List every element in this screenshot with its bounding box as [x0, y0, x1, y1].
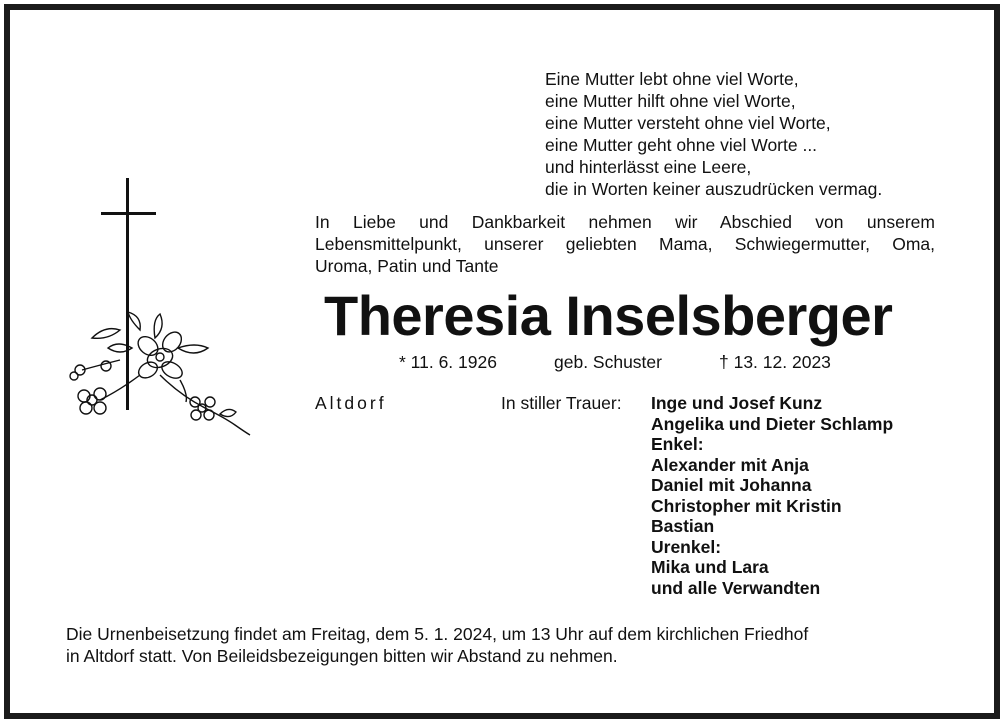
- mourner: Daniel mit Johanna: [651, 475, 812, 495]
- mourner: und alle Verwandten: [651, 577, 821, 598]
- mourner: Inge und Josef Kunz: [651, 393, 823, 413]
- mourning-label: In stiller Trauer:: [501, 393, 622, 413]
- poem: [545, 68, 882, 200]
- intro-text: [315, 211, 935, 277]
- footer-line: in Altdorf statt. Von Beileidsbezeigungen bitten wir Abstand zu nehmen.: [66, 646, 618, 666]
- footer-line: Die Urnenbeisetzung findet am Freitag, dem 5. 1. 2024, um 13 Uhr auf dem kirchlichen Friedhof: [66, 624, 809, 644]
- poem-line: und hinterlässt eine Leere,: [545, 157, 752, 177]
- maiden-name: geb. Schuster: [554, 352, 662, 372]
- intro-line: In Liebe und Dankbarkeit nehmen wir Abschied von unserem: [315, 212, 935, 232]
- poem-line: eine Mutter hilft ohne viel Worte,: [545, 91, 796, 111]
- poem-line: die in Worten keiner auszudrücken vermag.: [545, 179, 883, 199]
- funeral-notice: [66, 623, 808, 667]
- birth-date: * 11. 6. 1926: [399, 352, 497, 372]
- poem-line: eine Mutter versteht ohne viel Worte,: [545, 113, 831, 133]
- intro-line: Uroma, Patin und Tante: [315, 256, 499, 276]
- intro-line: Lebensmittelpunkt, unserer geliebten Mama, Schwiegermutter, Oma,: [315, 234, 935, 254]
- poem-line: Eine Mutter lebt ohne viel Worte,: [545, 69, 799, 89]
- mourner: Alexander mit Anja: [651, 454, 809, 475]
- mourner-heading: Enkel:: [651, 434, 704, 454]
- mourner: Bastian: [651, 516, 715, 536]
- poem-line: eine Mutter geht ohne viel Worte ...: [545, 135, 818, 155]
- death-date: † 13. 12. 2023: [719, 352, 831, 372]
- deceased-name: Theresia Inselsberger: [324, 284, 893, 347]
- mourner-heading: Urenkel:: [651, 536, 722, 557]
- mourners-list: [651, 393, 893, 598]
- mourner: Mika und Lara: [651, 557, 769, 577]
- mourner: Christopher mit Kristin: [651, 495, 842, 516]
- place: Altdorf: [315, 393, 387, 413]
- mourner: Angelika und Dieter Schlamp: [651, 413, 894, 434]
- cross-with-flowers-icon: [60, 170, 260, 440]
